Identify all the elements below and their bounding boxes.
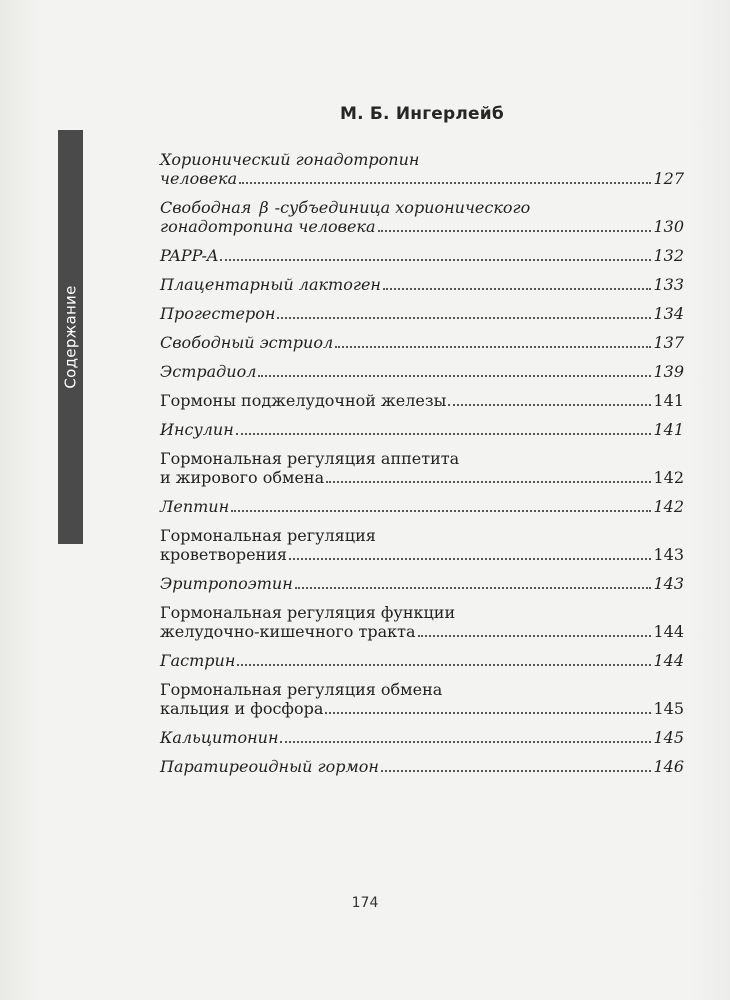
toc-entry-line: Гормональная регуляция: [160, 526, 376, 545]
page-number: 174: [351, 895, 379, 911]
toc-entry: [160, 304, 684, 323]
running-header-author: М. Б. Ингерлейб: [340, 104, 504, 124]
toc-page-number: 145: [653, 699, 684, 718]
toc-entry-title: и жирового обмена: [160, 468, 325, 487]
toc-entry-title: Гормоны поджелудочной железы: [160, 391, 447, 410]
toc-entry: [160, 420, 684, 439]
toc-leader-dots: [335, 346, 651, 348]
beta-symbol: β: [259, 198, 269, 217]
toc-entry-title: Инсулин: [160, 420, 234, 439]
toc-leader-dots: [239, 182, 651, 184]
toc-entry: [160, 574, 684, 593]
toc-page-number: 130: [653, 217, 684, 236]
toc-page-number: 139: [653, 362, 684, 381]
table-of-contents: [160, 150, 684, 786]
toc-entry: [160, 333, 684, 352]
toc-entry-line: Свободная: [160, 198, 252, 217]
toc-leader-dots: [418, 635, 652, 637]
toc-entry: [160, 150, 684, 188]
toc-leader-dots: [237, 664, 651, 666]
toc-entry-title: Прогестерон: [160, 304, 276, 323]
toc-page-number: 144: [653, 651, 684, 670]
toc-entry: [160, 526, 684, 564]
toc-leader-dots: [231, 510, 651, 512]
toc-page-number: 132: [653, 246, 684, 265]
toc-entry-title: кроветворения: [160, 545, 287, 564]
toc-leader-dots: [448, 404, 651, 406]
toc-page-number: 134: [653, 304, 684, 323]
toc-entry-line: Хорионический гонадотропин: [160, 150, 420, 169]
toc-entry: [160, 198, 684, 236]
toc-leader-dots: [378, 230, 652, 232]
toc-entry: [160, 275, 684, 294]
toc-page-number: 143: [653, 574, 684, 593]
toc-entry: [160, 757, 684, 776]
toc-entry: [160, 680, 684, 718]
toc-leader-dots: [326, 481, 651, 483]
section-side-tab: [58, 130, 83, 544]
toc-entry-line: Гормональная регуляция аппетита: [160, 449, 460, 468]
toc-entry-title: Плацентарный лактоген: [160, 275, 381, 294]
toc-leader-dots: [383, 288, 652, 290]
toc-entry-line: Гормональная регуляция функции: [160, 603, 456, 622]
toc-page-number: 142: [653, 497, 684, 516]
toc-entry-title: Кальцитонин: [160, 728, 279, 747]
toc-entry-title: Гастрин: [160, 651, 236, 670]
toc-entry-title: Эстрадиол: [160, 362, 257, 381]
toc-leader-dots: [280, 741, 651, 743]
toc-page-number: 142: [653, 468, 684, 487]
toc-page-number: 141: [653, 391, 684, 410]
toc-entry: [160, 391, 684, 410]
toc-entry-title: желудочно-кишечного тракта: [160, 622, 416, 641]
toc-entry: [160, 497, 684, 516]
toc-page-number: 146: [653, 757, 684, 776]
toc-entry: [160, 651, 684, 670]
toc-entry-title: Эритропоэтин: [160, 574, 293, 593]
toc-page-number: 141: [653, 420, 684, 439]
toc-page-number: 127: [653, 169, 684, 188]
toc-entry-line: Гормональная регуляция обмена: [160, 680, 443, 699]
toc-entry-title: Лептин: [160, 497, 230, 516]
toc-leader-dots: [258, 375, 651, 377]
toc-entry-line: -субъединица хорионического: [274, 198, 531, 217]
toc-entry: [160, 603, 684, 641]
toc-leader-dots: [295, 587, 652, 589]
toc-leader-dots: [289, 558, 651, 560]
toc-entry-title: PAPP-A: [160, 246, 219, 265]
toc-leader-dots: [277, 317, 651, 319]
toc-page-number: 133: [653, 275, 684, 294]
toc-page-number: 145: [653, 728, 684, 747]
toc-entry: [160, 246, 684, 265]
toc-leader-dots: [325, 712, 651, 714]
toc-page-number: 137: [653, 333, 684, 352]
toc-page-number: 144: [653, 622, 684, 641]
toc-leader-dots: [220, 259, 651, 261]
toc-entry: [160, 728, 684, 747]
section-side-tab-label: Содержание: [61, 285, 80, 389]
toc-entry-title: человека: [160, 169, 238, 188]
toc-entry-title: Свободный эстриол: [160, 333, 334, 352]
toc-entry: [160, 449, 684, 487]
toc-leader-dots: [381, 770, 652, 772]
toc-entry-title: Паратиреоидный гормон: [160, 757, 379, 776]
toc-entry-title: гонадотропина человека: [160, 217, 376, 236]
toc-leader-dots: [236, 433, 652, 435]
toc-entry: [160, 362, 684, 381]
toc-page-number: 143: [653, 545, 684, 564]
toc-entry-title: кальция и фосфора: [160, 699, 324, 718]
